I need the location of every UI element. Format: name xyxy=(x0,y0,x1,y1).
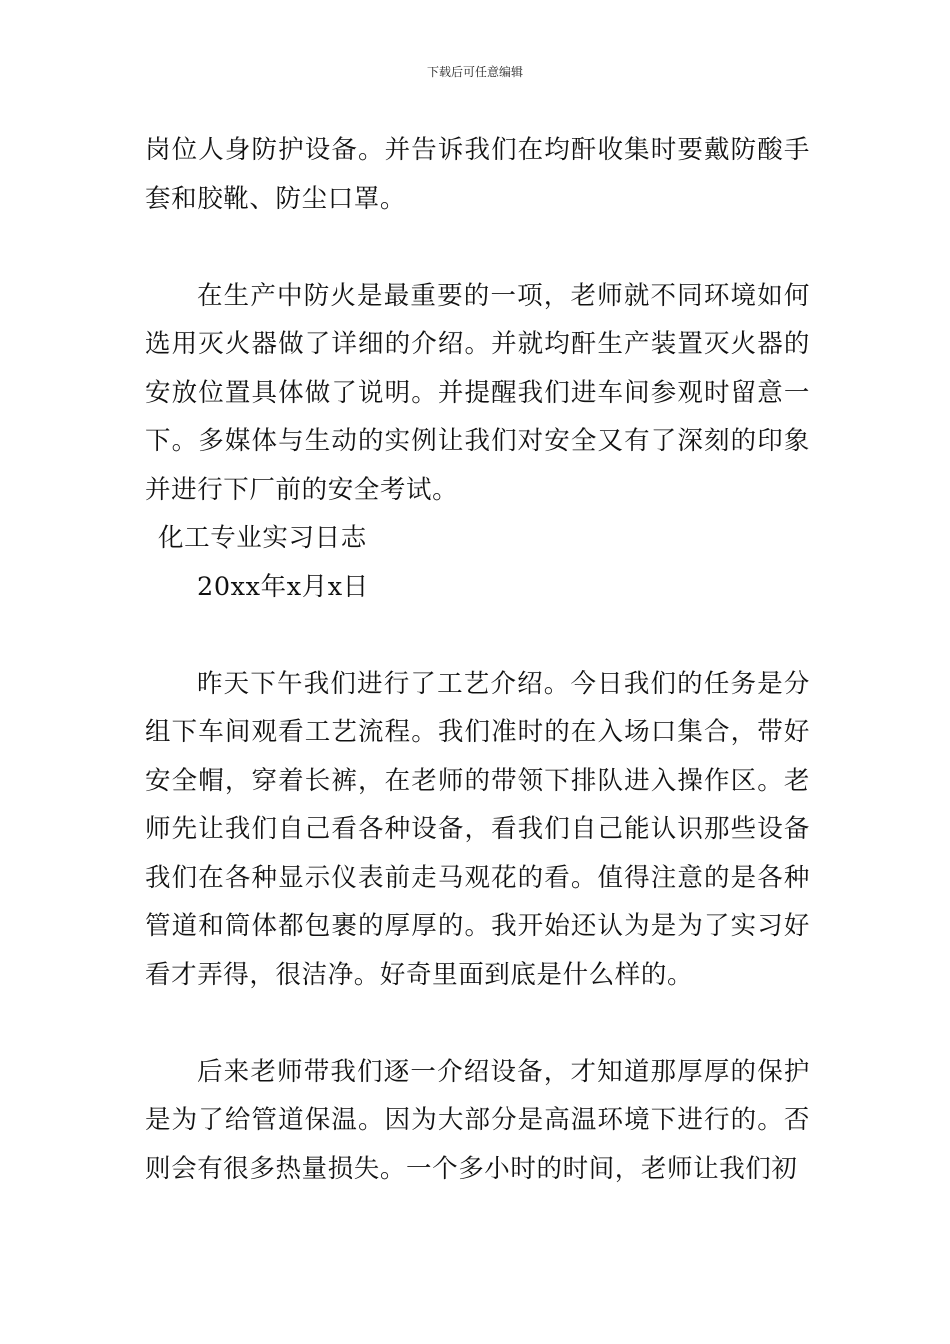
page-header-note: 下载后可任意编辑 xyxy=(426,65,523,79)
paragraph-gap xyxy=(145,611,810,660)
log-title: 化工专业实习日志 xyxy=(158,523,367,553)
log-date: 20xx年x月x日 xyxy=(197,571,369,602)
paragraph-workshop-visit: 昨天下午我们进行了工艺介绍。今日我们的任务是分组下车间观看工艺流程。我们准时的在入场口集合，带好安全帽，穿着长裤，在老师的带领下排队进入操作区。老师先让我们自己看各种设备，看我们自己能认识那些设备我们在各种显示仪表前走马观花的看。值得注意的是各种管道和筒体都包裹的厚厚的。我开始还认为是为了实习好看才弄得，很洁净。好奇里面到底是什么样的。 xyxy=(145,668,810,990)
paragraph-gap xyxy=(145,999,810,1048)
paragraph-gap xyxy=(145,223,810,272)
document-body xyxy=(145,126,810,1193)
paragraph-equipment-intro: 后来老师带我们逐一介绍设备，才知道那厚厚的保护是为了给管道保温。因为大部分是高温环境下进行的。否则会有很多热量损失。一个多小时的时间，老师让我们初 xyxy=(145,1056,810,1184)
paragraph-fire-safety: 在生产中防火是最重要的一项，老师就不同环境如何选用灭火器做了详细的介绍。并就均酐生产装置灭火器的安放位置具体做了说明。并提醒我们进车间参观时留意一下。多媒体与生动的实例让我们对安全又有了深刻的印象并进行下厂前的安全考试。 xyxy=(145,280,810,505)
paragraph-protection: 岗位人身防护设备。并告诉我们在均酐收集时要戴防酸手套和胶靴、防尘口罩。 xyxy=(145,135,810,214)
